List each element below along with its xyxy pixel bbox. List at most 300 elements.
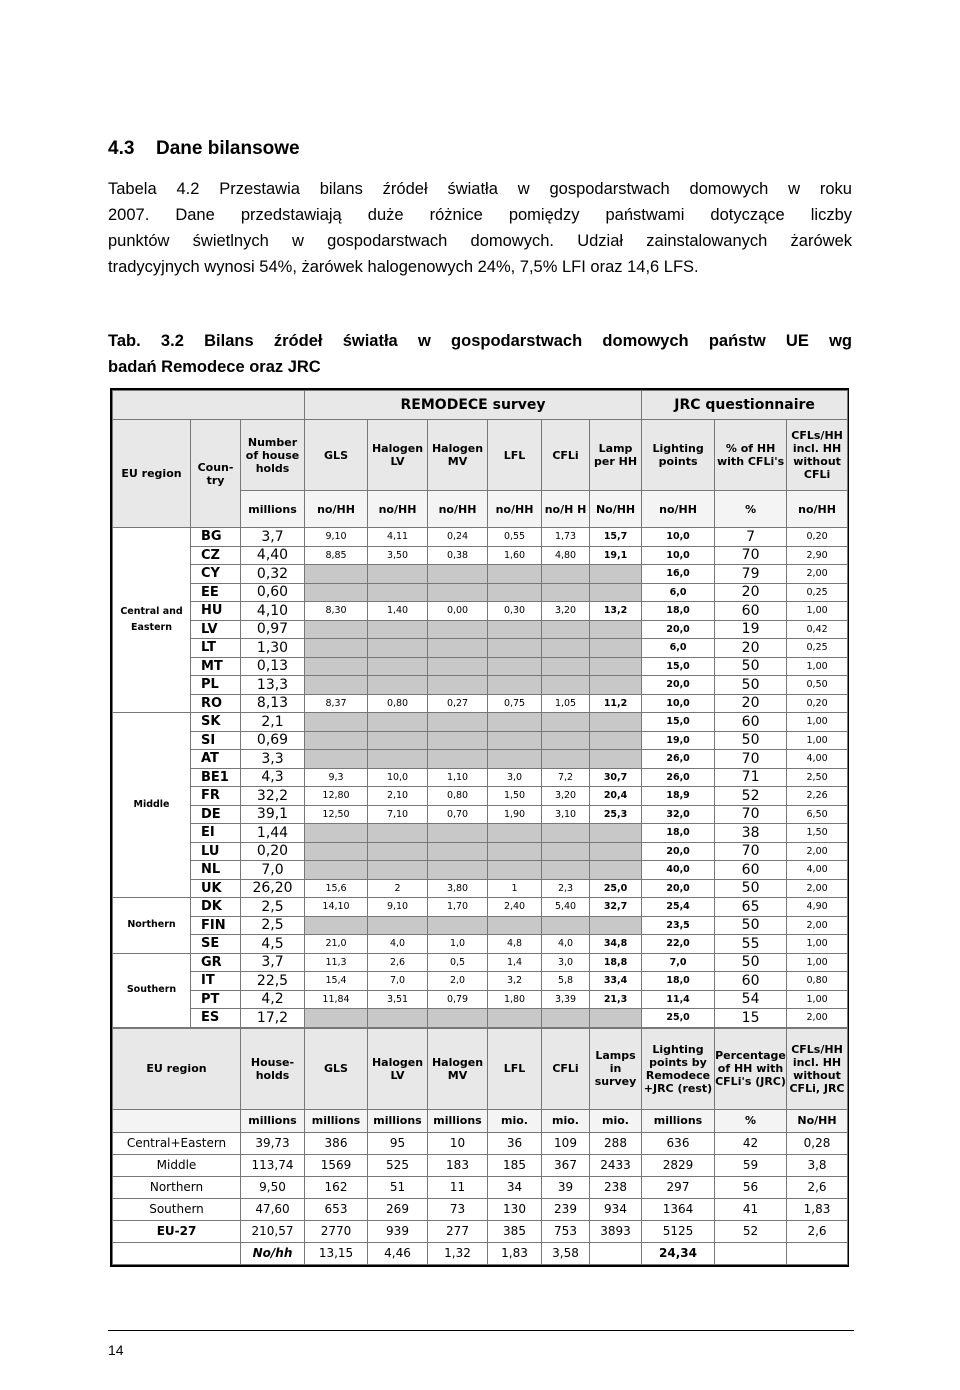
summary-row [113,1220,848,1242]
data-cell [590,861,642,880]
data-cell: 0,13 [241,657,305,676]
data-cell: 0,25 [787,583,848,602]
col-halogen-lv: Halogen LV [368,420,428,491]
data-cell: 1,90 [488,805,542,824]
country-table [112,390,848,1028]
data-cell [488,713,542,732]
country-code: EE [191,583,241,602]
data-cell: 38 [715,824,787,843]
data-cell: 4,3 [241,768,305,787]
summary-cell: 288 [590,1132,642,1154]
data-cell [305,842,368,861]
data-cell: 2,00 [787,916,848,935]
data-cell: 1,60 [488,546,542,565]
summary-cell: 3893 [590,1220,642,1242]
unit-cell: no/HH [642,491,715,528]
summary-cell: 56 [715,1176,787,1198]
summary-cell: 39 [542,1176,590,1198]
summary-unit-cell: millions [305,1109,368,1132]
summary-header-cell: LFL [488,1028,542,1109]
data-cell [590,676,642,695]
data-cell: 2,26 [787,787,848,806]
data-cell [305,639,368,658]
data-cell: 0,79 [428,990,488,1009]
data-cell [488,639,542,658]
data-cell: 15,4 [305,972,368,991]
data-cell: 0,75 [488,694,542,713]
data-cell: 1,44 [241,824,305,843]
data-cell: 4,5 [241,935,305,954]
unit-cell: no/HH [305,491,368,528]
summary-cell: 0,28 [787,1132,848,1154]
data-cell: 20,0 [642,842,715,861]
data-cell: 52 [715,787,787,806]
data-cell: 33,4 [590,972,642,991]
data-cell [542,731,590,750]
data-cell: 0,55 [488,528,542,547]
col-cfls-hh: CFLs/HH incl. HH without CFLi [787,420,848,491]
data-cell: 2,1 [241,713,305,732]
unit-cell: no/HH [368,491,428,528]
data-cell: 20 [715,694,787,713]
summary-cell: 113,74 [241,1154,305,1176]
col-gls: GLS [305,420,368,491]
data-cell: 0,97 [241,620,305,639]
country-code: BE1 [191,768,241,787]
footer-rule [108,1330,854,1331]
table-row [113,768,848,787]
data-cell: 17,2 [241,1009,305,1028]
region-label: Northern [113,898,191,954]
data-cell: 70 [715,750,787,769]
summary-cell: 934 [590,1198,642,1220]
data-cell [590,916,642,935]
data-cell: 15,0 [642,713,715,732]
data-cell: 21,0 [305,935,368,954]
data-cell [590,1009,642,1028]
data-cell: 18,0 [642,824,715,843]
section-title: Dane bilansowe [156,138,300,159]
country-code: ES [191,1009,241,1028]
country-code: LT [191,639,241,658]
data-cell [305,583,368,602]
data-cell [488,731,542,750]
data-cell [428,842,488,861]
data-cell: 60 [715,972,787,991]
summary-cell: 367 [542,1154,590,1176]
country-code: AT [191,750,241,769]
country-code: LU [191,842,241,861]
table-row [113,676,848,695]
data-cell: 6,0 [642,583,715,602]
data-cell: 0,80 [787,972,848,991]
summary-cell: 1,83 [488,1242,542,1264]
data-cell: 70 [715,805,787,824]
data-cell [590,639,642,658]
data-cell: 1,0 [428,935,488,954]
data-cell: 2,00 [787,879,848,898]
summary-cell: 47,60 [241,1198,305,1220]
data-cell: 4,00 [787,861,848,880]
data-cell: 2,50 [787,768,848,787]
remodece-group-header: REMODECE survey [305,391,642,420]
data-cell [368,824,428,843]
data-cell: 20 [715,639,787,658]
summary-cell: 4,46 [368,1242,428,1264]
summary-cell: 13,15 [305,1242,368,1264]
data-cell: 70 [715,842,787,861]
summary-cell: 24,34 [642,1242,715,1264]
summary-header-cell: Halogen MV [428,1028,488,1109]
data-cell: 50 [715,657,787,676]
data-cell [305,916,368,935]
unit-cell: No/HH [590,491,642,528]
unit-cell: no/HH [787,491,848,528]
summary-cell: 39,73 [241,1132,305,1154]
data-cell: 1,00 [787,713,848,732]
table-row [113,657,848,676]
data-cell: 4,10 [241,602,305,621]
unit-cell: no/HH [428,491,488,528]
summary-cell [715,1242,787,1264]
data-cell: 3,0 [542,953,590,972]
data-cell [542,713,590,732]
table-row [113,898,848,917]
data-cell: 8,30 [305,602,368,621]
data-cell [368,639,428,658]
data-cell: 13,2 [590,602,642,621]
summary-cell: 3,58 [542,1242,590,1264]
summary-cell: 386 [305,1132,368,1154]
data-cell [542,824,590,843]
data-cell: 2,00 [787,565,848,584]
data-cell: 20,0 [642,879,715,898]
data-cell: 0,80 [368,694,428,713]
data-cell [428,565,488,584]
data-cell: 32,0 [642,805,715,824]
table-row [113,565,848,584]
country-code: EI [191,824,241,843]
data-cell: 4,40 [241,546,305,565]
data-cell [542,565,590,584]
data-cell: 3,0 [488,768,542,787]
summary-cell: 2770 [305,1220,368,1242]
data-cell: 26,0 [642,750,715,769]
data-cell: 2,6 [368,953,428,972]
summary-row [113,1176,848,1198]
summary-region-label: Middle [113,1154,241,1176]
table-caption [108,328,852,380]
data-cell: 0,20 [241,842,305,861]
data-cell: 3,3 [241,750,305,769]
data-cell: 1,73 [542,528,590,547]
data-cell [305,657,368,676]
caption-line: badań Remodece oraz JRC [108,358,321,376]
data-cell [368,731,428,750]
data-cell [305,824,368,843]
data-cell: 15,6 [305,879,368,898]
summary-cell: 34 [488,1176,542,1198]
summary-region-label: EU-27 [113,1220,241,1242]
summary-header-cell: Lighting points by Remodece +JRC (rest) [642,1028,715,1109]
data-cell: 26,0 [642,768,715,787]
summary-cell: 297 [642,1176,715,1198]
table-row [113,935,848,954]
summary-cell: 5125 [642,1220,715,1242]
data-cell: 9,10 [368,898,428,917]
data-cell: 25,4 [642,898,715,917]
summary-cell: No/hh [241,1242,305,1264]
summary-cell: 59 [715,1154,787,1176]
table-row [113,879,848,898]
data-cell [368,713,428,732]
data-cell: 7,0 [642,953,715,972]
country-code: IT [191,972,241,991]
data-cell: 4,0 [368,935,428,954]
data-cell: 79 [715,565,787,584]
summary-cell: 185 [488,1154,542,1176]
table-row [113,824,848,843]
data-cell: 6,0 [642,639,715,658]
data-cell [368,657,428,676]
data-cell [488,620,542,639]
summary-cell: 1569 [305,1154,368,1176]
data-cell: 16,0 [642,565,715,584]
summary-cell: 238 [590,1176,642,1198]
data-cell: 25,3 [590,805,642,824]
data-cell: 0,70 [428,805,488,824]
summary-cell: 183 [428,1154,488,1176]
country-code: FR [191,787,241,806]
table-row [113,620,848,639]
summary-unit-cell: mio. [542,1109,590,1132]
data-cell [542,861,590,880]
data-cell [368,842,428,861]
summary-unit-cell: mio. [488,1109,542,1132]
data-cell [305,750,368,769]
data-cell: 15,7 [590,528,642,547]
data-cell: 18,0 [642,972,715,991]
data-cell: 8,85 [305,546,368,565]
data-cell: 50 [715,676,787,695]
data-cell [488,824,542,843]
data-cell: 3,51 [368,990,428,1009]
data-cell: 0,27 [428,694,488,713]
data-cell: 7,2 [542,768,590,787]
col-households: Number of house holds [241,420,305,491]
data-cell [590,620,642,639]
summary-row [113,1132,848,1154]
data-cell: 25,0 [590,879,642,898]
data-cell [428,620,488,639]
data-cell: 0,50 [787,676,848,695]
data-cell: 3,20 [542,602,590,621]
data-cell [305,861,368,880]
data-cell: 0,60 [241,583,305,602]
data-cell: 4,80 [542,546,590,565]
summary-cell: 41 [715,1198,787,1220]
summary-region-label: Central+Eastern [113,1132,241,1154]
data-cell: 5,8 [542,972,590,991]
summary-cell: 52 [715,1220,787,1242]
data-cell [542,657,590,676]
data-cell: 0,5 [428,953,488,972]
data-cell [428,713,488,732]
summary-cell: 130 [488,1198,542,1220]
summary-header-cell: Halogen LV [368,1028,428,1109]
data-cell [542,1009,590,1028]
unit-cell: no/H H [542,491,590,528]
data-cell: 30,7 [590,768,642,787]
summary-header-cell: CFLs/HH incl. HH without CFLi, JRC [787,1028,848,1109]
data-cell: 32,7 [590,898,642,917]
table-row [113,953,848,972]
data-cell: 60 [715,713,787,732]
data-cell: 3,20 [542,787,590,806]
data-cell: 19,0 [642,731,715,750]
data-cell: 2,40 [488,898,542,917]
data-cell: 10,0 [642,546,715,565]
data-cell: 4,8 [488,935,542,954]
data-cell: 50 [715,953,787,972]
country-code: CY [191,565,241,584]
data-cell: 7,0 [241,861,305,880]
summary-cell: 2829 [642,1154,715,1176]
data-cell [428,657,488,676]
summary-cell: 277 [428,1220,488,1242]
data-cell [488,842,542,861]
data-cell: 2,00 [787,842,848,861]
data-cell: 7 [715,528,787,547]
country-code: SI [191,731,241,750]
data-cell: 10,0 [642,528,715,547]
data-cell: 65 [715,898,787,917]
data-cell [305,713,368,732]
data-cell: 18,8 [590,953,642,972]
summary-cell: 95 [368,1132,428,1154]
data-cell: 9,3 [305,768,368,787]
data-cell: 20,0 [642,620,715,639]
col-pct-hh-cfli: % of HH with CFLi's [715,420,787,491]
summary-cell: 210,57 [241,1220,305,1242]
data-cell: 60 [715,602,787,621]
data-cell: 0,25 [787,639,848,658]
data-cell [590,583,642,602]
col-lighting-points: Lighting points [642,420,715,491]
country-code: HU [191,602,241,621]
country-code: SE [191,935,241,954]
country-code: PT [191,990,241,1009]
data-cell [368,1009,428,1028]
data-cell: 20,4 [590,787,642,806]
table-row [113,546,848,565]
data-cell: 26,20 [241,879,305,898]
summary-unit-cell: No/HH [787,1109,848,1132]
data-cell: 3,7 [241,953,305,972]
summary-header-cell: GLS [305,1028,368,1109]
table-row [113,787,848,806]
summary-header-cell: Lamps in survey [590,1028,642,1109]
section-number: 4.3 [108,138,135,159]
data-cell: 18,0 [642,602,715,621]
table-row [113,528,848,547]
data-cell [488,676,542,695]
data-cell: 0,24 [428,528,488,547]
data-cell [590,824,642,843]
table-row [113,805,848,824]
table-row [113,602,848,621]
data-cell: 4,90 [787,898,848,917]
col-country: Coun- try [191,420,241,528]
data-cell [488,583,542,602]
data-cell [428,861,488,880]
data-cell: 40,0 [642,861,715,880]
data-cell: 2,00 [787,1009,848,1028]
blank-header [113,391,305,420]
data-cell: 13,3 [241,676,305,695]
country-code: FIN [191,916,241,935]
data-cell [428,583,488,602]
data-cell: 2,5 [241,898,305,917]
summary-region-label: Southern [113,1198,241,1220]
country-code: MT [191,657,241,676]
data-cell: 1,30 [241,639,305,658]
summary-cell: 753 [542,1220,590,1242]
data-cell: 1,00 [787,657,848,676]
summary-cell: 42 [715,1132,787,1154]
data-cell: 5,40 [542,898,590,917]
summary-cell [590,1242,642,1264]
summary-cell: 109 [542,1132,590,1154]
caption-line: Tab. 3.2 Bilans źródeł światła w gospodarstwach domowych państw UE wg [108,332,852,350]
country-code: NL [191,861,241,880]
summary-unit-cell: millions [642,1109,715,1132]
data-cell: 4,2 [241,990,305,1009]
data-cell: 15,0 [642,657,715,676]
data-cell [542,620,590,639]
data-cell: 50 [715,731,787,750]
data-cell: 11,84 [305,990,368,1009]
summary-cell [787,1242,848,1264]
data-cell: 0,20 [787,528,848,547]
data-cell [428,731,488,750]
data-cell: 15 [715,1009,787,1028]
data-cell: 0,20 [787,694,848,713]
data-cell: 21,3 [590,990,642,1009]
data-cell: 11,4 [642,990,715,1009]
data-cell: 10,0 [642,694,715,713]
summary-cell: 525 [368,1154,428,1176]
summary-cell: 162 [305,1176,368,1198]
light-source-balance-table [110,388,849,1267]
summary-unit-cell: % [715,1109,787,1132]
data-cell [488,1009,542,1028]
data-cell: 3,80 [428,879,488,898]
data-cell: 1,05 [542,694,590,713]
paragraph-line: tradycyjnych wynosi 54%, żarówek halogenowych 24%, 7,5% LFI oraz 14,6 LFS. [108,258,699,276]
data-cell [368,583,428,602]
country-code: UK [191,879,241,898]
paragraph-line: Tabela 4.2 Przestawia bilans źródeł światła w gospodarstwach domowych w roku [108,180,852,198]
data-cell: 22,5 [241,972,305,991]
data-cell: 3,39 [542,990,590,1009]
data-cell: 0,38 [428,546,488,565]
table-row [113,861,848,880]
data-cell [542,583,590,602]
data-cell [368,565,428,584]
summary-row [113,1198,848,1220]
region-label: Middle [113,713,191,898]
